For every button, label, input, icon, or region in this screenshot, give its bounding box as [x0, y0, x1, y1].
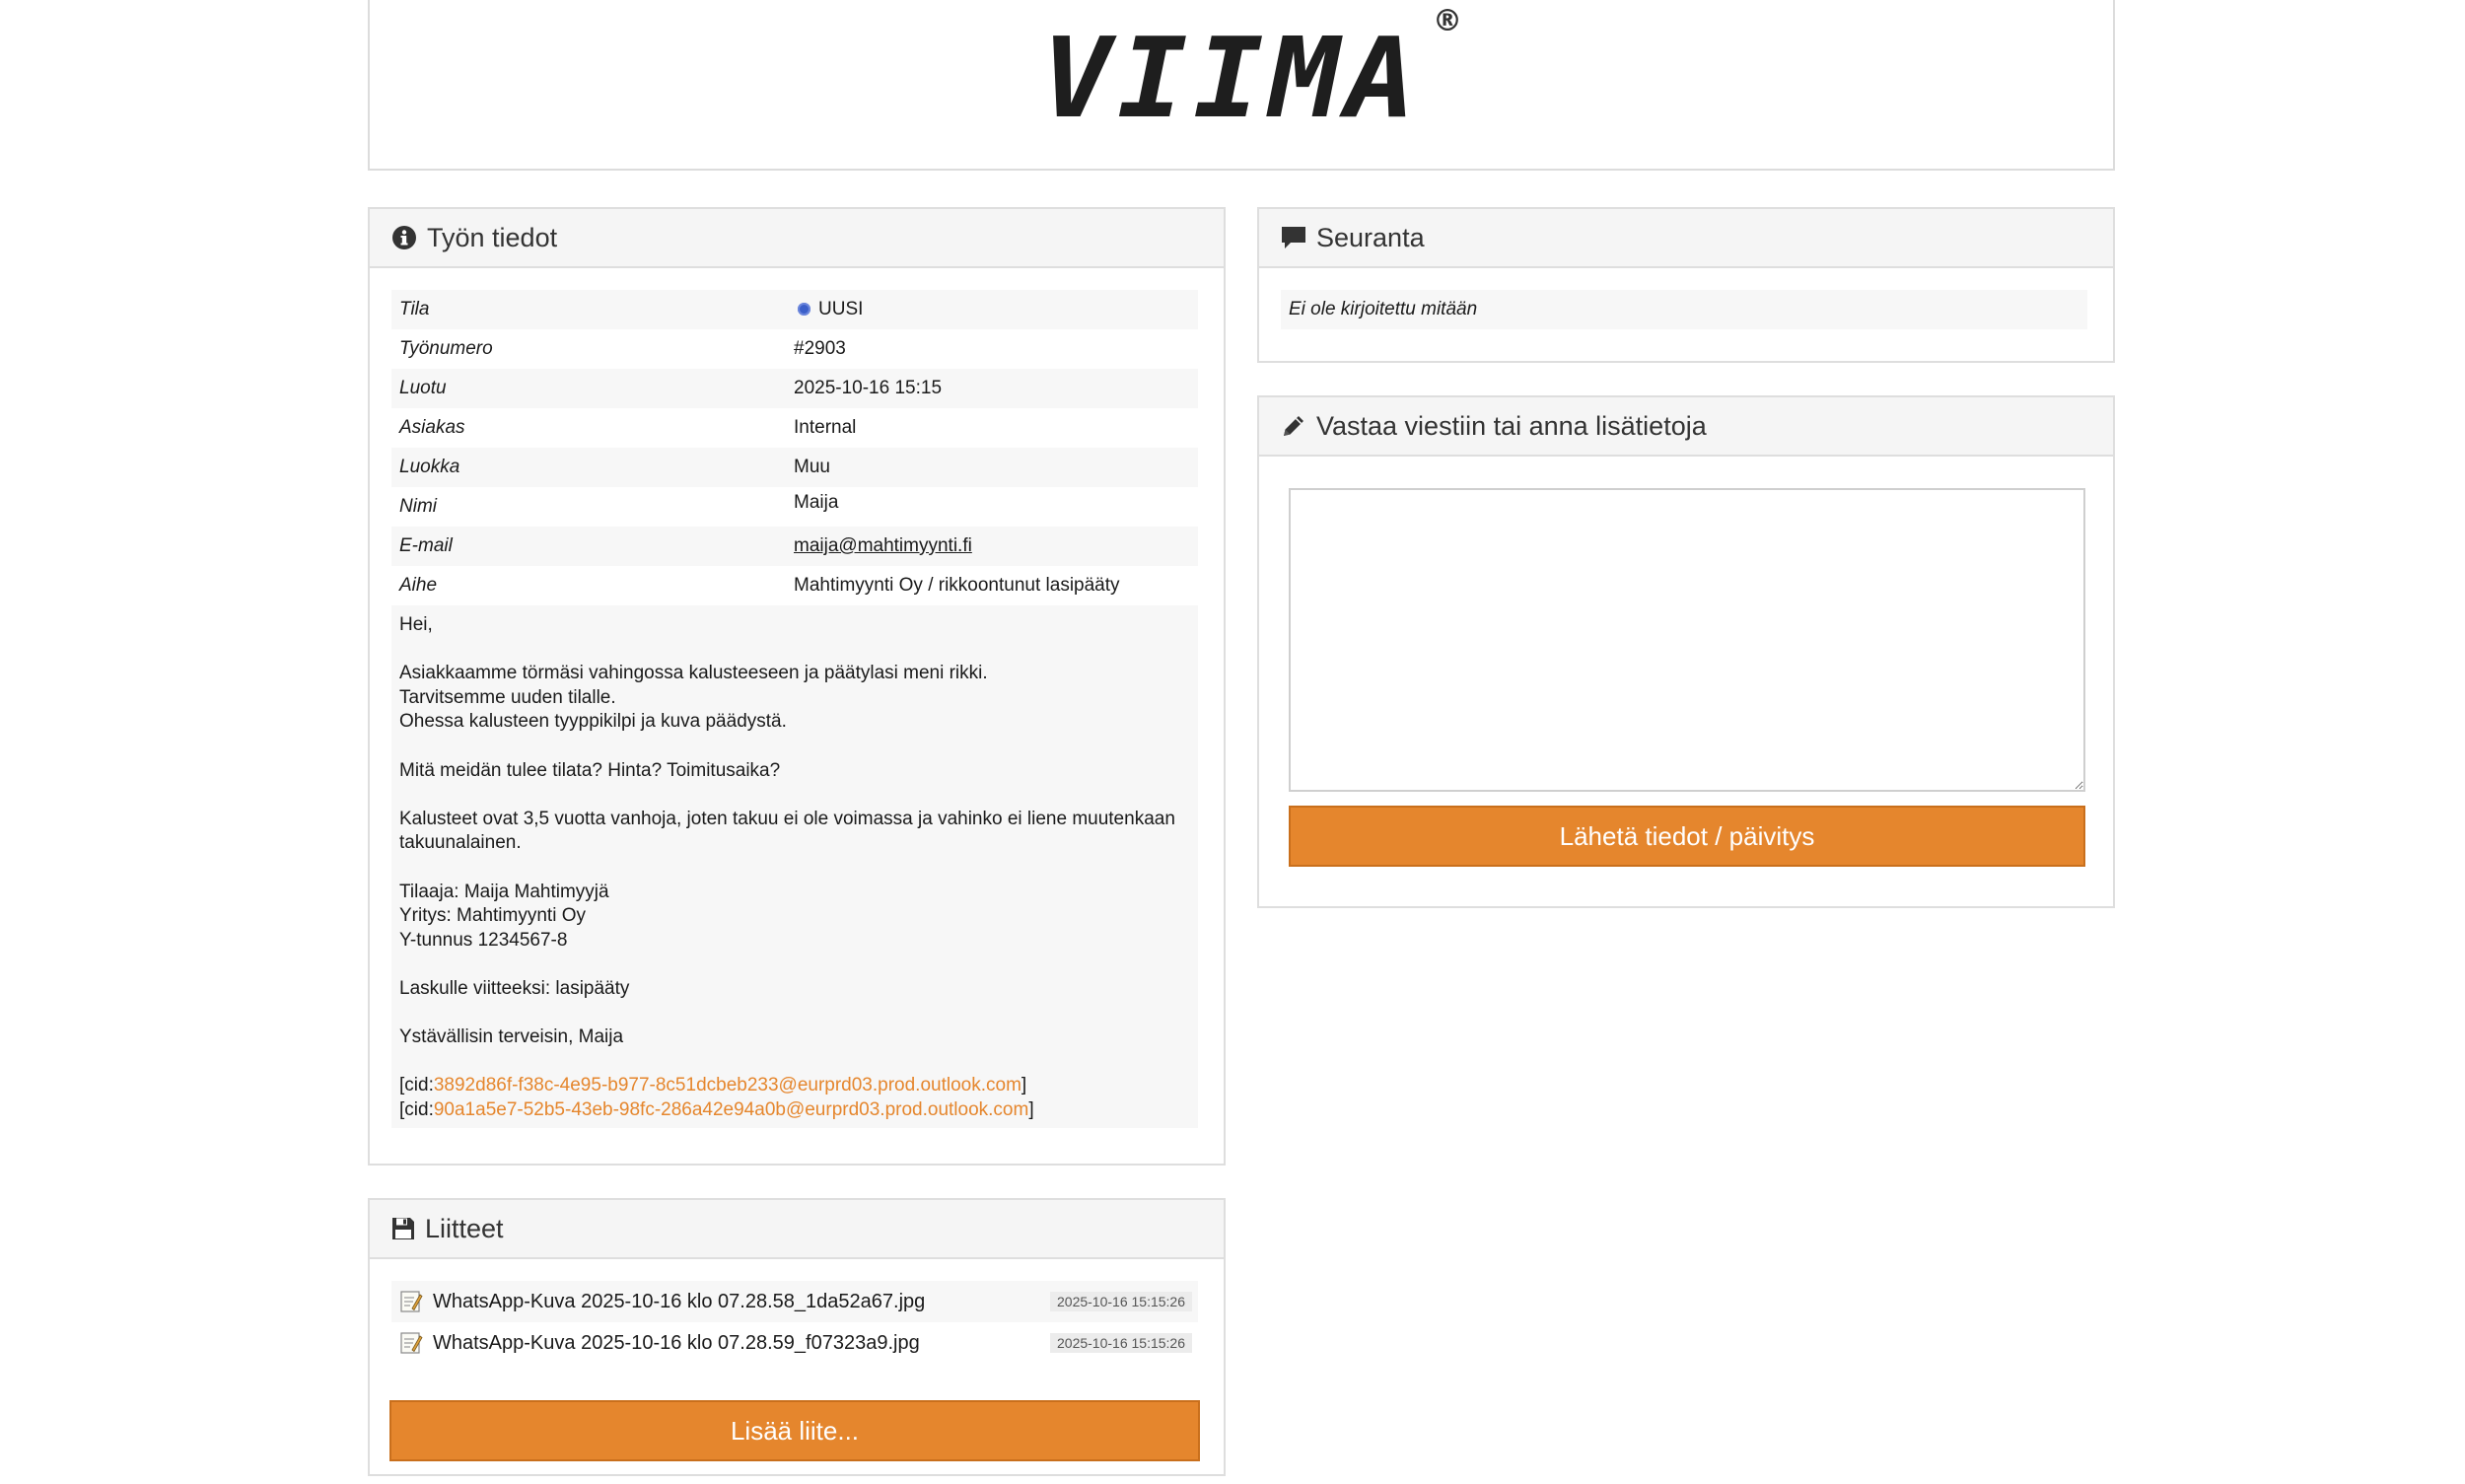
message-line: Ohessa kalusteen tyyppikilpi ja kuva päädystä.: [399, 711, 787, 733]
detail-row-luotu: [391, 369, 1198, 408]
detail-row-nimi: [391, 487, 1198, 527]
detail-key: Luotu: [399, 378, 447, 398]
cid-line: [399, 1098, 1190, 1123]
attachments-list: [391, 1281, 1198, 1364]
detail-key: Tila: [399, 299, 430, 319]
image-file-icon: [399, 1290, 423, 1313]
message-line: [399, 638, 1190, 663]
submit-update-button[interactable]: Lähetä tiedot / päivitys: [1289, 806, 2085, 867]
message-line: Hei,: [399, 614, 433, 635]
detail-value: [794, 299, 1198, 320]
attachments-header: [370, 1200, 1224, 1259]
detail-row-email: [391, 527, 1198, 566]
detail-value: Maija: [794, 492, 839, 513]
pencil-icon: [1281, 413, 1306, 439]
info-circle-icon: [391, 225, 417, 250]
message-line: Yritys: Mahtimyynti Oy: [399, 905, 586, 927]
message-line: [399, 856, 1190, 881]
cid-link[interactable]: 90a1a5e7-52b5-43eb-98fc-286a42e94a0b@eurprd03.prod.outlook.com: [433, 1098, 1029, 1120]
message-line: Tilaaja: Maija Mahtimyyjä: [399, 881, 609, 902]
message-line: Asiakkaamme törmäsi vahingossa kalusteeseen ja päätylasi meni rikki.: [399, 663, 988, 684]
detail-value: Internal: [794, 417, 857, 438]
status-dot-icon: [798, 303, 810, 316]
message-line: Y-tunnus 1234567-8: [399, 929, 568, 951]
comment-icon: [1281, 226, 1306, 249]
logo-text: VIIMA: [1041, 13, 1422, 143]
detail-key: Työnumero: [399, 338, 493, 359]
follow-panel: [1257, 207, 2115, 363]
message-line: Laskulle viitteeksi: lasipääty: [399, 977, 630, 999]
cid-prefix: [cid:: [399, 1075, 434, 1096]
reply-panel: [1257, 395, 2115, 908]
detail-value: Mahtimyynti Oy / rikkoontunut lasipääty: [794, 575, 1120, 596]
detail-key: E-mail: [399, 535, 453, 556]
work-details-panel: [368, 207, 1226, 1166]
detail-value: #2903: [794, 338, 846, 359]
message-body: [391, 605, 1198, 1128]
cid-prefix: [cid:: [399, 1098, 434, 1120]
cid-line: [399, 1074, 1190, 1098]
image-file-icon: [399, 1331, 423, 1355]
attachment-item[interactable]: [391, 1281, 1198, 1322]
attachment-link[interactable]: WhatsApp-Kuva 2025-10-16 klo 07.28.58_1da52a67.jpg: [433, 1290, 926, 1312]
cid-link[interactable]: 3892d86f-f38c-4e95-b977-8c51dcbeb233@eurprd03.prod.outlook.com: [433, 1075, 1021, 1096]
reply-header: [1259, 397, 2113, 457]
message-line: [399, 953, 1190, 977]
cid-suffix: ]: [1028, 1098, 1034, 1120]
detail-key: Aihe: [399, 575, 438, 596]
work-details-header: [370, 209, 1224, 268]
logo: [370, 13, 2113, 143]
message-line: Tarvitsemme uuden tilalle.: [399, 686, 616, 708]
reply-textarea[interactable]: [1289, 488, 2085, 792]
message-line: [399, 735, 1190, 759]
detail-row-luokka: [391, 448, 1198, 487]
cid-suffix: ]: [1021, 1075, 1027, 1096]
floppy-disk-icon: [391, 1217, 415, 1240]
attachment-link[interactable]: WhatsApp-Kuva 2025-10-16 klo 07.28.59_f07323a9.jpg: [433, 1331, 920, 1354]
add-attachment-button[interactable]: Lisää liite...: [389, 1400, 1200, 1461]
detail-key: Nimi: [399, 496, 437, 517]
message-line: Mitä meidän tulee tilata? Hinta? Toimitusaika?: [399, 759, 781, 781]
message-line: Kalusteet ovat 3,5 vuotta vanhoja, joten takuu ei ole voimassa ja vahinko ei liene muutenkaan: [399, 808, 1175, 829]
message-line: [399, 1002, 1190, 1026]
message-line: [399, 783, 1190, 808]
attachments-panel: [368, 1198, 1226, 1476]
status-badge: UUSI: [818, 299, 864, 319]
reply-title: Vastaa viestiin tai anna lisätietoja: [1316, 410, 1707, 441]
follow-title: Seuranta: [1316, 222, 1425, 252]
follow-header: [1259, 209, 2113, 268]
message-line: Ystävällisin terveisin, Maija: [399, 1026, 624, 1048]
work-details-title: Työn tiedot: [427, 222, 558, 252]
detail-row-tila: [391, 290, 1198, 329]
detail-value: Muu: [794, 457, 830, 477]
email-link[interactable]: maija@mahtimyynti.fi: [794, 535, 972, 556]
attachment-date: 2025-10-16 15:15:26: [1050, 1292, 1192, 1311]
detail-row-asiakas: [391, 408, 1198, 448]
message-line: takuunalainen.: [399, 832, 522, 854]
detail-key: Asiakas: [399, 417, 465, 438]
message-line: [399, 1050, 1190, 1075]
header: [368, 0, 2115, 171]
detail-value: [794, 535, 1198, 557]
detail-row-tyonumero: [391, 329, 1198, 369]
detail-row-aihe: [391, 566, 1198, 605]
follow-empty-text: Ei ole kirjoitettu mitään: [1281, 290, 2087, 329]
detail-key: Luokka: [399, 457, 460, 477]
detail-value: 2025-10-16 15:15: [794, 378, 943, 398]
registered-mark: ®: [1433, 4, 1462, 38]
attachment-item[interactable]: [391, 1322, 1198, 1364]
attachments-title: Liitteet: [425, 1213, 504, 1243]
work-details-table: [391, 290, 1198, 1128]
attachment-date: 2025-10-16 15:15:26: [1050, 1333, 1192, 1353]
